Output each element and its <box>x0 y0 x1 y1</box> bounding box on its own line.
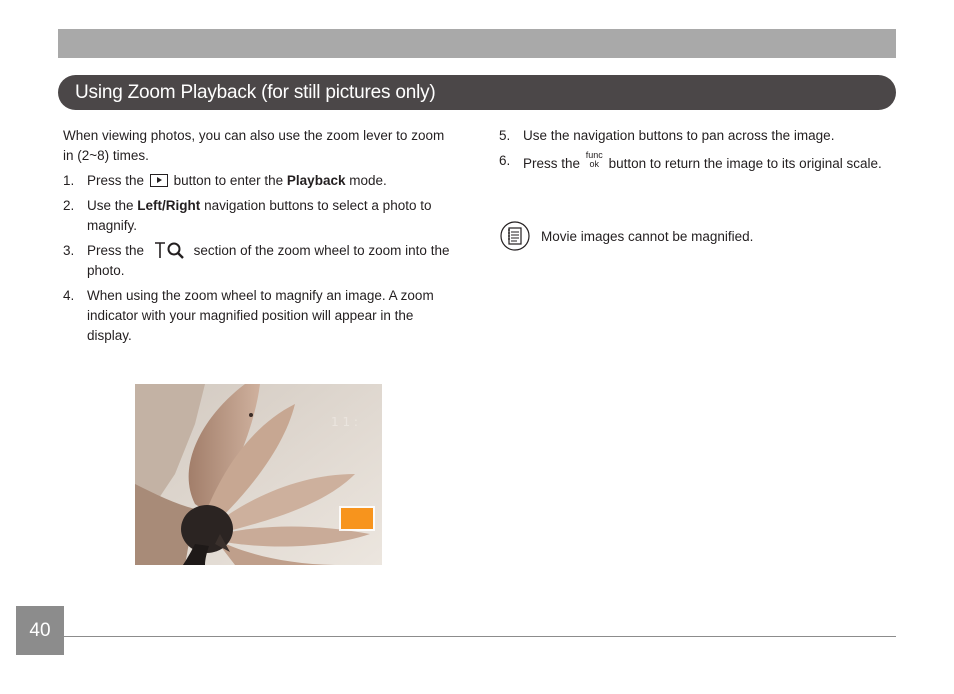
ok-label: ok <box>589 159 600 169</box>
zoom-tele-icon <box>154 241 184 259</box>
steps-list-left <box>63 171 453 346</box>
step-number: 2. <box>63 198 75 213</box>
left-column <box>63 126 453 351</box>
step-5 <box>499 126 899 146</box>
right-column <box>499 126 899 179</box>
step-text: When using the zoom wheel to magnify an image. A zoom indicator with your magnified position will appear in the display. <box>87 288 434 343</box>
intro-text: When viewing photos, you can also use the zoom lever to zoom in (2~8) times. <box>63 128 445 163</box>
step-3 <box>63 241 453 281</box>
flower-photo <box>135 384 382 565</box>
note-text: Movie images cannot be magnified. <box>541 228 754 244</box>
step-number: 1. <box>63 173 75 188</box>
footer-line <box>64 636 896 637</box>
step-text: section of the zoom wheel to zoom into the photo. <box>87 243 450 278</box>
steps-list-right <box>499 126 899 174</box>
step-number: 5. <box>499 128 511 143</box>
section-header <box>58 75 896 110</box>
step-number: 3. <box>63 243 75 258</box>
step-text: Use the navigation buttons to pan across the image. <box>523 128 835 143</box>
func-label: func <box>585 150 603 160</box>
step-1 <box>63 171 453 191</box>
zoom-indicator <box>341 508 373 529</box>
step-number: 6. <box>499 153 511 168</box>
top-bar <box>58 29 896 58</box>
step-2 <box>63 196 453 236</box>
playback-icon <box>150 174 168 187</box>
svg-text:1 1 :: 1 1 : <box>331 415 358 429</box>
step-text: Use the <box>87 198 134 213</box>
step-text: button to enter the <box>173 173 284 188</box>
step-text: navigation buttons to select a photo to magnify. <box>87 198 432 233</box>
section-title: Using Zoom Playback (for still pictures only) <box>75 81 436 103</box>
step-text: Press the <box>87 173 145 188</box>
note-icon <box>500 221 530 251</box>
step-text: button to return the image to its original scale. <box>608 156 882 171</box>
step-4 <box>63 286 453 346</box>
step-number: 4. <box>63 288 75 303</box>
step-text: Press the <box>523 156 581 171</box>
step-6 <box>499 151 899 174</box>
step-text: mode. <box>349 173 387 188</box>
page-number: 40 <box>29 619 51 641</box>
func-ok-icon <box>586 151 603 169</box>
step-text: Press the <box>87 243 145 258</box>
step-bold: Left/Right <box>137 198 201 213</box>
note <box>500 221 753 251</box>
page-number-box <box>16 606 64 655</box>
step-bold: Playback <box>286 173 346 188</box>
